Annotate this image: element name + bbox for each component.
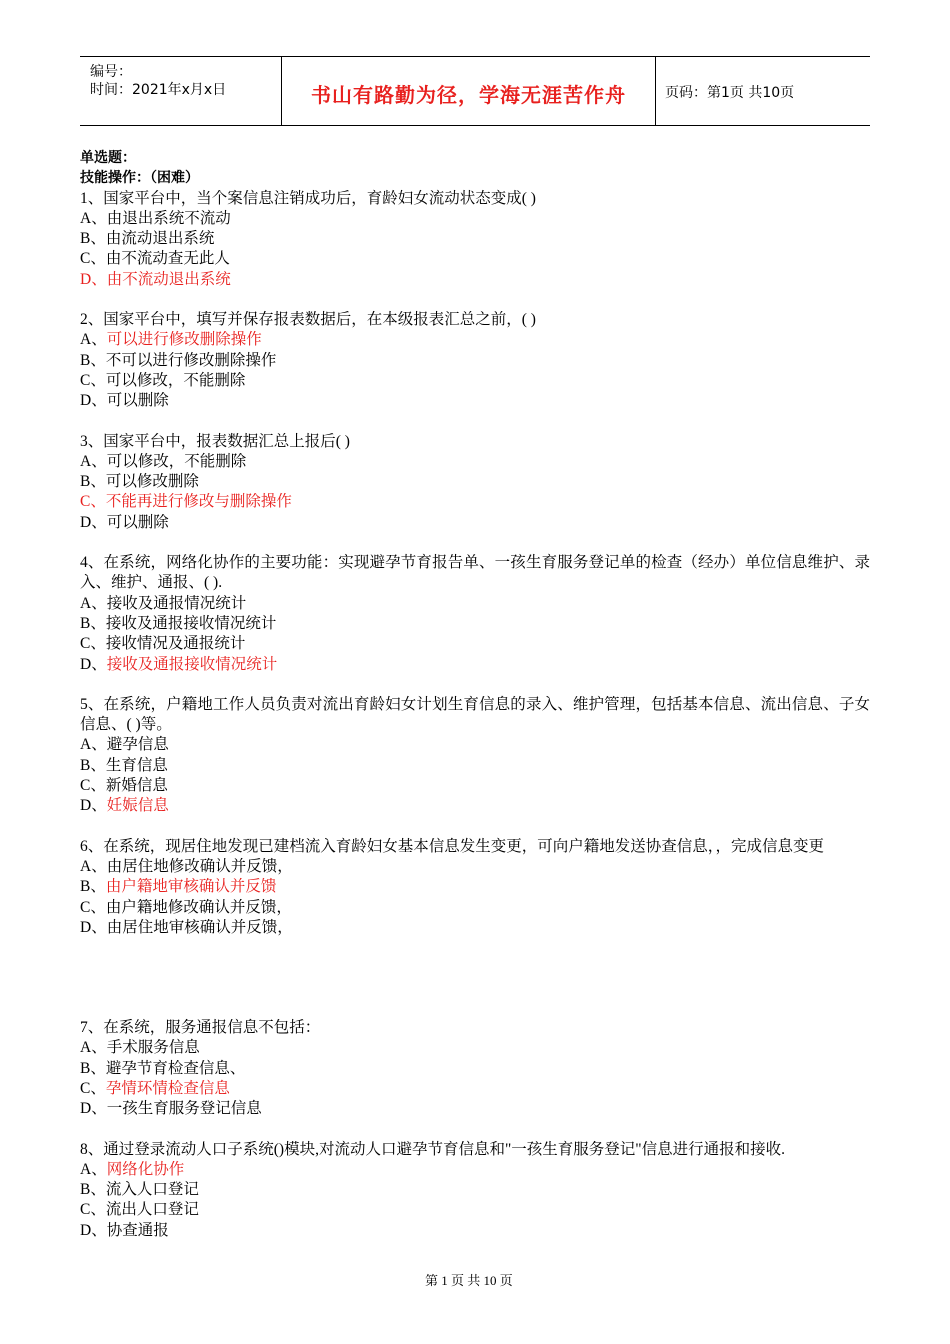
option-b: B、流入人口登记 (80, 1181, 199, 1199)
question-content (80, 148, 870, 1241)
option-c: C、由不流动查无此人 (80, 250, 230, 268)
option-b: B、可以修改删除 (80, 473, 199, 491)
option-a: A、接收及通报情况统计 (80, 594, 247, 612)
option-d: D、可以删除 (80, 513, 169, 531)
option-c-answer (80, 1079, 870, 1099)
option-a: A、手术服务信息 (80, 1039, 200, 1057)
option-d: D、一孩生育服务登记信息 (80, 1100, 262, 1118)
option-a: A、避孕信息 (80, 736, 169, 754)
option-a: A、由退出系统不流动 (80, 209, 231, 227)
option-b-answer (80, 877, 870, 897)
option-c-answer (80, 492, 870, 512)
question-2 (80, 310, 870, 411)
option-prefix: D、 (80, 270, 107, 288)
header-page-info: 页码：第1页 共10页 (665, 85, 795, 101)
header-left-cell (80, 57, 280, 125)
document-number-label: 编号： (90, 64, 132, 80)
option-c: C、可以修改，不能删除 (80, 371, 246, 389)
option-a-answer (80, 330, 870, 350)
question-6 (80, 837, 870, 938)
option-prefix: C、 (80, 493, 106, 511)
option-d-answer (80, 270, 870, 290)
question-7 (80, 1018, 870, 1119)
option-prefix: C、 (80, 1079, 106, 1097)
answer-text: 接收及通报接收情况统计 (106, 655, 278, 673)
option-a-answer (80, 1160, 870, 1180)
question-4 (80, 553, 870, 675)
header-motto-cell (281, 57, 656, 125)
option-c: C、由户籍地修改确认并反馈， (80, 898, 292, 916)
option-b: B、接收及通报接收情况统计 (80, 614, 277, 632)
question-3 (80, 432, 870, 533)
option-b: B、生育信息 (80, 756, 168, 774)
question-text: 6、在系统，现居住地发现已建档流入育龄妇女基本信息发生变更，可向户籍地发送协查信息，，完成信息变更 (80, 837, 825, 855)
question-text: 7、在系统，服务通报信息不包括： (80, 1019, 321, 1037)
option-a: A、由居住地修改确认并反馈， (80, 857, 293, 875)
option-b: B、由流动退出系统 (80, 230, 215, 248)
option-d: D、协查通报 (80, 1221, 169, 1239)
question-text: 3、国家平台中，报表数据汇总上报后( ) (80, 432, 350, 450)
option-d: D、可以删除 (80, 392, 169, 410)
option-prefix: B、 (80, 878, 106, 896)
question-text: 2、国家平台中，填写并保存报表数据后，在本级报表汇总之前，( ) (80, 311, 536, 329)
answer-text: 由户籍地审核确认并反馈 (105, 878, 277, 896)
option-a: A、可以修改，不能删除 (80, 452, 247, 470)
option-c: C、新婚信息 (80, 777, 168, 795)
answer-text: 网络化协作 (106, 1160, 185, 1178)
option-d-answer (80, 796, 870, 816)
question-5 (80, 695, 870, 817)
document-time-label: 时间：2021年x月x日 (90, 82, 227, 98)
option-d-answer (80, 655, 870, 675)
answer-text: 孕情环情检查信息 (105, 1079, 230, 1097)
page-footer: 第 1 页 共 10 页 (425, 1273, 513, 1288)
option-prefix: D、 (80, 655, 107, 673)
question-text: 4、在系统，网络化协作的主要功能：实现避孕节育报告单、一孩生育服务登记单的检查（经办）单位信息维护、录入、维护、通报、( ). (80, 554, 870, 592)
question-text: 8、通过登录流动人口子系统()模块,对流动人口避孕节育信息和"一孩生育服务登记"信息进行通报和接收. (80, 1140, 785, 1158)
question-8 (80, 1140, 870, 1241)
option-c: C、流出人口登记 (80, 1201, 199, 1219)
header-page-cell (655, 57, 870, 125)
question-text: 5、在系统，户籍地工作人员负责对流出育龄妇女计划生育信息的录入、维护管理，包括基本信息、流出信息、子女信息、( )等。 (80, 695, 870, 734)
header-motto: 书山有路勤为径，学海无涯苦作舟 (311, 83, 626, 107)
option-prefix: A、 (80, 331, 107, 349)
option-b: B、不可以进行修改删除操作 (80, 351, 277, 369)
answer-text: 可以进行修改删除操作 (106, 331, 262, 349)
option-prefix: D、 (80, 797, 107, 815)
option-c: C、接收情况及通报统计 (80, 635, 246, 653)
page-header (80, 56, 870, 126)
question-text: 1、国家平台中，当个案信息注销成功后，育龄妇女流动状态变成( ) (80, 189, 536, 207)
question-1 (80, 189, 870, 290)
option-prefix: A、 (80, 1160, 107, 1178)
section-subtitle: 技能操作：（困难） (80, 170, 199, 187)
blank-space (80, 938, 870, 998)
answer-text: 由不流动退出系统 (106, 270, 231, 288)
answer-text: 不能再进行修改与删除操作 (105, 493, 292, 511)
option-d: D、由居住地审核确认并反馈， (80, 918, 293, 936)
answer-text: 妊娠信息 (106, 797, 169, 815)
option-b: B、避孕节育检查信息、 (80, 1059, 246, 1077)
section-title: 单选题： (80, 150, 136, 166)
